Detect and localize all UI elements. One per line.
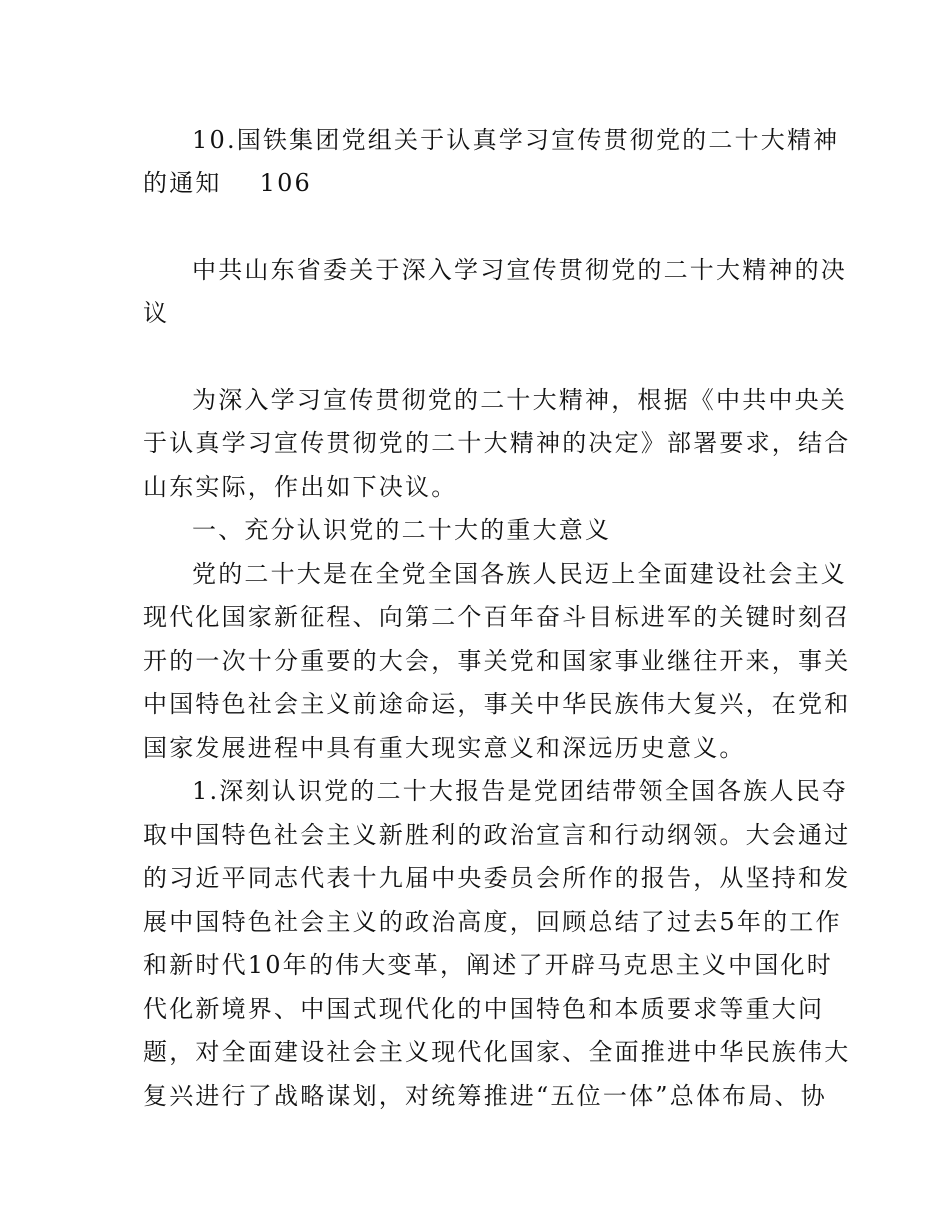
paragraph-line: 的习近平同志代表十九届中央委员会所作的报告，从坚持和发	[143, 864, 851, 892]
paragraph-line: 党的二十大是在全党全国各族人民迈上全面建设社会主义	[192, 560, 847, 588]
paragraph-line: 国家发展进程中具有重大现实意义和深远历史意义。	[143, 734, 746, 762]
paragraph-line: 开的一次十分重要的大会，事关党和国家事业继往开来，事关	[143, 647, 851, 675]
paragraph-line: 取中国特色社会主义新胜利的政治宣言和行动纲领。大会通过	[143, 821, 851, 849]
intro-line: 为深入学习宣传贯彻党的二十大精神，根据《中共中央关	[192, 386, 847, 414]
paragraph-line: 中国特色社会主义前途命运，事关中华民族伟大复兴，在党和	[143, 690, 851, 718]
paragraph-line: 题，对全面建设社会主义现代化国家、全面推进中华民族伟大	[143, 1038, 851, 1066]
paragraph-line: 代化新境界、中国式现代化的中国特色和本质要求等重大问	[143, 995, 825, 1023]
toc-entry-title-end: 的通知	[143, 169, 222, 197]
intro-line: 山东实际，作出如下决议。	[143, 473, 458, 501]
paragraph-line: 现代化国家新征程、向第二个百年奋斗目标进军的关键时刻召	[143, 603, 851, 631]
paragraph-line: 和新时代10年的伟大变革，阐述了开辟马克思主义中国化时	[143, 951, 833, 979]
paragraph-line: 1.深刻认识党的二十大报告是党团结带领全国各族人民夺	[192, 777, 849, 805]
toc-entry-line-1: 10.国铁集团党组关于认真学习宣传贯彻党的二十大精神	[192, 126, 840, 154]
intro-line: 于认真学习宣传贯彻党的二十大精神的决定》部署要求，结合	[143, 429, 851, 457]
paragraph-line: 展中国特色社会主义的政治高度，回顾总结了过去5年的工作	[143, 908, 842, 936]
paragraph-line: 复兴进行了战略谋划，对统筹推进“五位一体”总体布局、协	[143, 1082, 827, 1110]
toc-page-number: 106	[259, 169, 313, 197]
section-heading: 一、充分认识党的二十大的重大意义	[192, 516, 612, 544]
document-title-line-2: 议	[143, 299, 170, 327]
document-title-line-1: 中共山东省委关于深入学习宣传贯彻党的二十大精神的决	[192, 256, 847, 284]
toc-entry-line-2	[143, 168, 312, 198]
